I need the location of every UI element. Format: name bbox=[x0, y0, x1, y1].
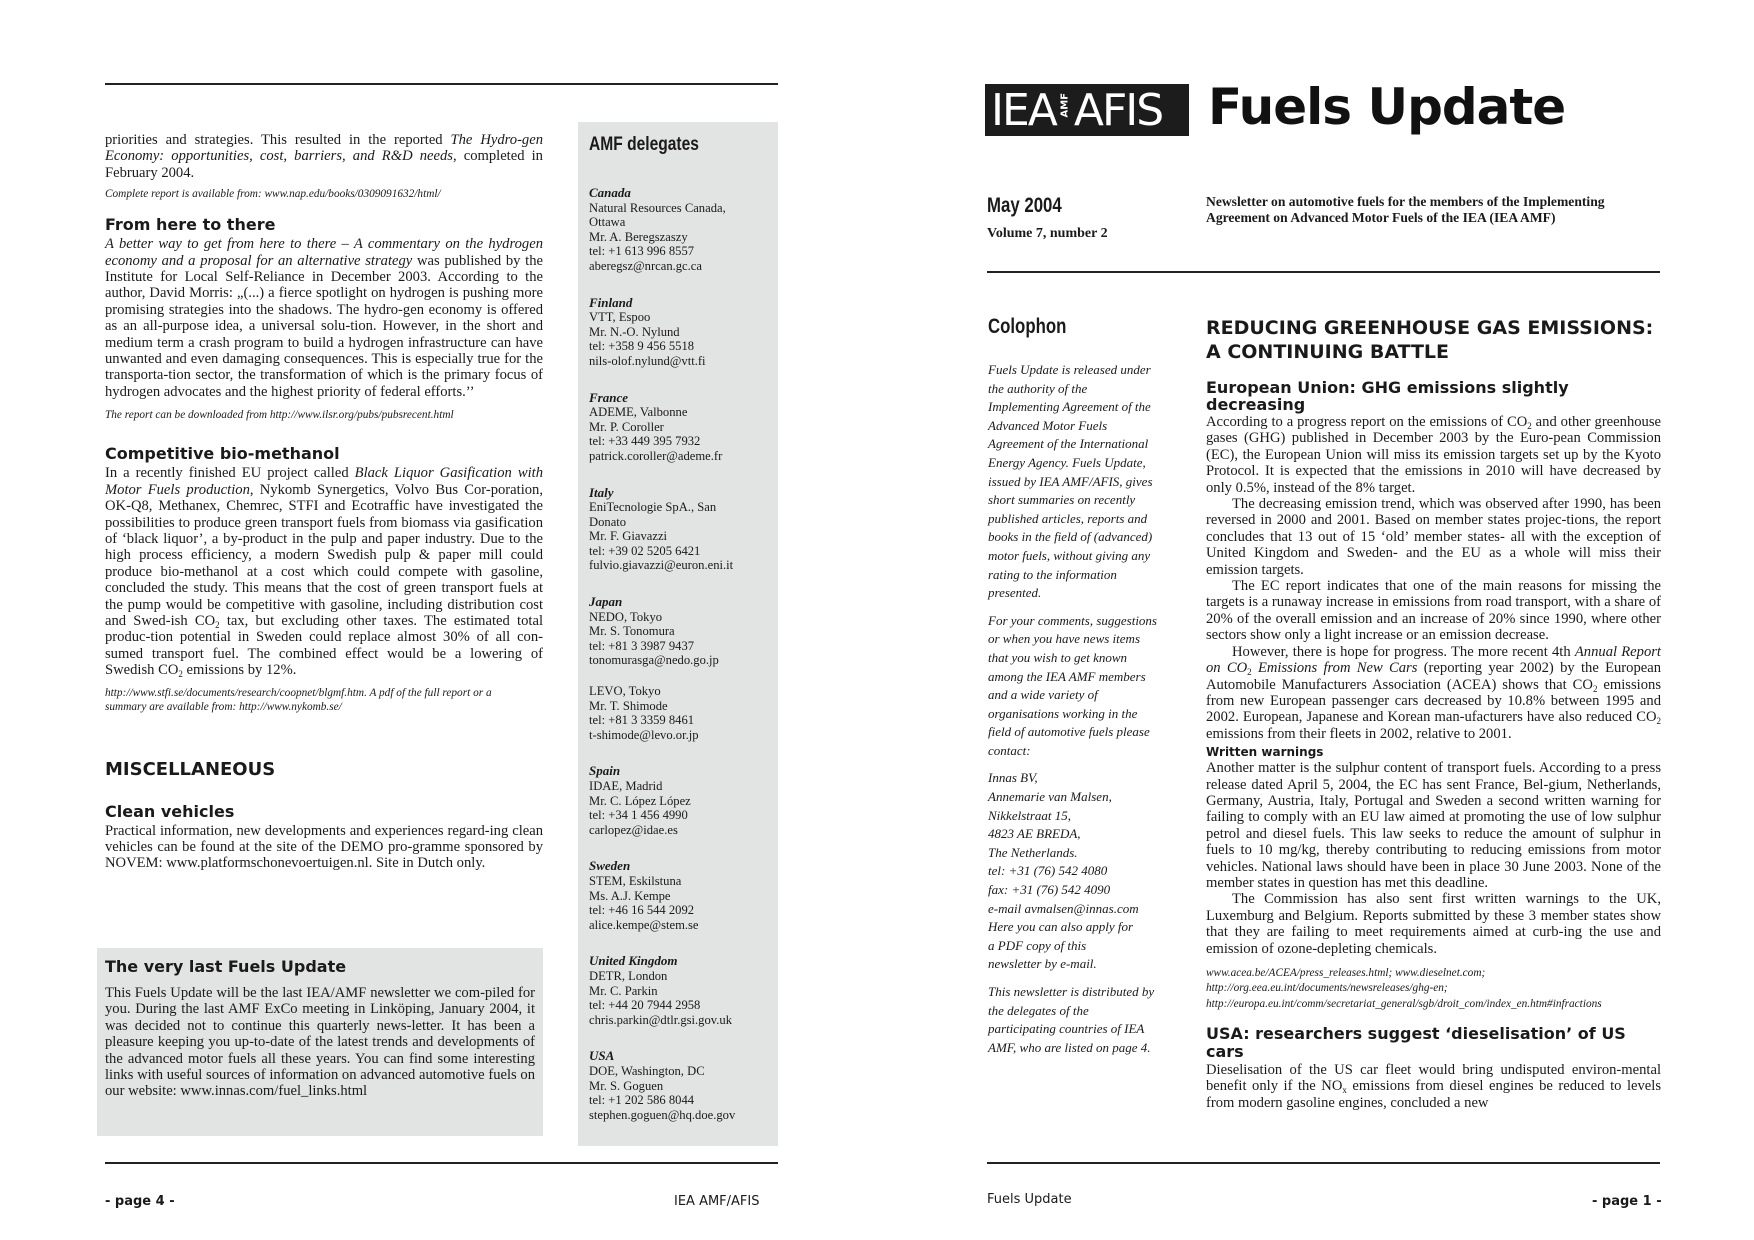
delegate-line: tel: +81 3 3359 8461 bbox=[589, 713, 695, 728]
contact-line: Innas BV, bbox=[988, 770, 1038, 786]
bio-text-3: tax, but excluding other taxes. The estimated total produc-tion potential in Sweden could replace almost 30% of all con-sumed transport fuel. The combined effect would be a lowering of Swedish CO bbox=[105, 612, 543, 679]
bottom-rule-left bbox=[105, 1162, 778, 1164]
eu-p4-italic: Annual Report on CO bbox=[1206, 643, 1661, 677]
delegate-line: Mr. N.-O. Nylund bbox=[589, 324, 680, 339]
delegate-email[interactable]: aberegsz@nrcan.gc.ca bbox=[589, 258, 702, 273]
delegate-entry bbox=[589, 595, 775, 668]
header-rule-right bbox=[987, 271, 1660, 273]
logo-amf-text: AMF bbox=[1059, 92, 1071, 117]
contact-email[interactable]: e-mail avmalsen@innas.com bbox=[988, 900, 1139, 916]
warnings-source: www.acea.be/ACEA/press_releases.html; www.dieselnet.com; http://org.eea.eu.int/documents/newsreleases/ghg-en; http://europa.eu.int/comm/secretariat_general/sgb/droit_com/index_en.htm#infractions bbox=[1206, 967, 1602, 1010]
eu-p1-text: According to a progress report on the emissions of CO bbox=[1206, 414, 1528, 430]
eu-p4-text: However, there is hope for progress. The more recent 4th bbox=[1232, 643, 1575, 660]
eu-paragraph-1 bbox=[1206, 414, 1661, 496]
delegate-line: tel: +46 16 544 2092 bbox=[589, 903, 695, 918]
bio-methanol-source: http://www.stfi.se/documents/research/coopnet/blgmf.htm. A pdf of the full report or a summary are available from: http://www.nykomb.se/ bbox=[105, 686, 492, 713]
intro-source: Complete report is available from: www.nap.edu/books/0309091632/html/ bbox=[105, 188, 441, 201]
delegate-line: LEVO, Tokyo bbox=[589, 684, 661, 699]
misc-heading: MISCELLANEOUS bbox=[105, 758, 276, 780]
usa-sub: x bbox=[1342, 1085, 1347, 1096]
delegate-country: Japan bbox=[589, 594, 623, 610]
contact-line: Nikkelstraat 15, bbox=[988, 807, 1072, 823]
usa-text-2: emissions from diesel engines be reduced to levels from modern gasoline engines, concluded a new bbox=[1206, 1078, 1661, 1111]
delegate-line: Mr. P. Coroller bbox=[589, 419, 664, 434]
footer-title: Fuels Update bbox=[987, 1192, 1072, 1207]
bio-text-4: emissions by 12%. bbox=[182, 662, 297, 679]
delegate-line: IDAE, Madrid bbox=[589, 779, 663, 793]
bottom-rule-right bbox=[987, 1162, 1660, 1164]
eu-p1-text-2: and other greenhouse gases (GHG) published in December 2003 by the Euro-pean Commission (EC), the European Union will miss its emission targets set up by the Kyoto Protocol. It is expected that the emissions in 2010 will have decreased by only 0.5%, instead of the 8% target. bbox=[1206, 414, 1661, 496]
delegate-country: Sweden bbox=[589, 858, 631, 874]
contact-line: Annemarie van Malsen, bbox=[988, 789, 1112, 805]
contact-line: newsletter by e-mail. bbox=[988, 956, 1097, 972]
from-here-body bbox=[105, 236, 543, 400]
clean-vehicles-body: Practical information, new developments and experiences regard-ing clean vehicles can be found at the site of the DEMO pro-gramme sponsored by NOVEM: www.platformschonevoertuigen.nl. Site in Dutch only. bbox=[105, 822, 543, 872]
contact-line: a PDF copy of this bbox=[988, 937, 1087, 953]
delegate-entry bbox=[589, 391, 775, 464]
bio-methanol-heading: Competitive bio-methanol bbox=[105, 444, 340, 464]
eu-p4-text-3: emissions from new European passenger cars decreased by 10.8% between 1995 and 2002. European, Japanese and Korean man-ufacturers have also reduced CO bbox=[1206, 676, 1661, 726]
delegate-line: tel: +1 613 996 8557 bbox=[589, 244, 695, 259]
warnings-paragraph-2: The Commission has also sent first written warnings to the UK, Luxemburg and Belgium. Reports submitted by these 3 member states show that they are failing to meet requirements aimed at curb-ing the use and emission of ozone-depleting chemicals. bbox=[1206, 891, 1661, 957]
delegate-country: Italy bbox=[589, 484, 614, 500]
eu-heading: European Union: GHG emissions slightly decreasing bbox=[1206, 378, 1569, 414]
delegate-entry bbox=[589, 859, 775, 932]
delegate-entry bbox=[589, 296, 775, 369]
delegate-line: tel: +1 202 586 8044 bbox=[589, 1093, 695, 1108]
delegate-entry bbox=[589, 1049, 775, 1122]
delegate-email[interactable]: t-shimode@levo.or.jp bbox=[589, 727, 699, 742]
eu-p4-sub: 2 bbox=[1247, 667, 1252, 678]
delegate-line: Mr. A. Beregszaszy bbox=[589, 229, 688, 244]
delegate-country: Finland bbox=[589, 294, 633, 310]
delegates-panel bbox=[578, 122, 778, 1146]
newsletter-description: Newsletter on automotive fuels for the members of the Implementing Agreement on Advanced Motor Fuels of the IEA (IEA AMF) bbox=[1206, 194, 1605, 226]
eu-p1-sub: 2 bbox=[1527, 421, 1532, 431]
main-article bbox=[1206, 316, 1661, 1111]
delegate-line: STEM, Eskilstuna bbox=[589, 873, 682, 888]
delegate-line: Mr. T. Shimode bbox=[589, 698, 668, 713]
delegate-line: tel: +39 02 5205 6421 bbox=[589, 543, 701, 558]
top-rule-left bbox=[105, 83, 778, 85]
contact-line: The Netherlands. bbox=[988, 844, 1078, 860]
eu-paragraph-3: The EC report indicates that one of the main reasons for missing the targets is a runaway increase in emissions from road transport, with a share of 20% of the overall emission and an increase of 20% since 1990, where other sectors show only a light increase or an emission decrease. bbox=[1206, 578, 1661, 644]
contact-line: 4823 AE BREDA, bbox=[988, 826, 1081, 842]
logo-afis-text: AFIS bbox=[1073, 84, 1163, 136]
colophon-contact bbox=[988, 769, 1158, 974]
from-here-source: The report can be downloaded from http://www.ilsr.org/pubs/pubsrecent.html bbox=[105, 409, 454, 422]
bio-sub-2: 2 bbox=[178, 669, 183, 680]
delegate-line: tel: +44 20 7944 2958 bbox=[589, 998, 701, 1013]
delegate-email[interactable]: fulvio.giavazzi@euron.eni.it bbox=[589, 558, 734, 573]
bio-sub-1: 2 bbox=[215, 619, 220, 630]
delegate-line: EniTecnologie SpA., San bbox=[589, 500, 717, 515]
delegate-line: tel: +358 9 456 5518 bbox=[589, 339, 695, 354]
colophon-column bbox=[988, 315, 1158, 1065]
usa-heading: USA: researchers suggest ‘dieselisation’ of US cars bbox=[1206, 1023, 1626, 1061]
clean-vehicles-heading: Clean vehicles bbox=[105, 801, 235, 821]
eu-p4-text-4: emissions from their fleets in 2002, relative to 2001. bbox=[1206, 725, 1512, 742]
bio-methanol-body bbox=[105, 465, 543, 678]
usa-paragraph bbox=[1206, 1062, 1661, 1111]
delegate-email[interactable]: alice.kempe@stem.se bbox=[589, 917, 699, 932]
last-update-box bbox=[97, 948, 543, 1136]
colophon-p3: This newsletter is distributed by the delegates of the participating countries of IEA AMF, who are listed on page 4. bbox=[988, 984, 1155, 1055]
delegate-line: tel: +81 3 3987 9437 bbox=[589, 638, 695, 653]
newsletter-title: Fuels Update bbox=[1208, 78, 1566, 136]
contact-line: tel: +31 (76) 542 4080 bbox=[988, 863, 1108, 879]
iea-amf-afis-logo bbox=[985, 84, 1189, 136]
bio-text-1: In a recently finished EU project called bbox=[105, 465, 355, 482]
delegate-line: NEDO, Tokyo bbox=[589, 609, 663, 624]
colophon-heading: Colophon bbox=[988, 315, 1067, 338]
issue-date: May 2004 bbox=[987, 194, 1062, 217]
delegate-line: DOE, Washington, DC bbox=[589, 1063, 705, 1078]
intro-text-end: , completed in February 2004. bbox=[105, 148, 543, 181]
from-here-text: was published by the Institute for Local Self-Reliance in December 2003. According to the author, David Morris: „(...) a fierce spotlight on hydrogen is pushing more promising strategies into the shadows. The hydro-gen economy is offered as an all-purpose idea, a universal solu-tion. However, in the short and medium term a crash program to build a hydrogen infrastructure can have unwanted and even damaging consequences. This is especially true for the transporta-tion sector, the transformation of which is the primary focus of hydrogen advocates and the highest priority of federal efforts.’’ bbox=[105, 252, 543, 400]
delegate-entry bbox=[589, 186, 775, 274]
delegate-email[interactable]: stephen.goguen@hq.doe.gov bbox=[589, 1107, 736, 1122]
eu-p4-sub-2: 2 bbox=[1592, 683, 1598, 694]
delegate-country: Spain bbox=[589, 763, 621, 779]
delegate-line: Natural Resources Canada, bbox=[589, 200, 726, 215]
eu-p4-sub-3: 2 bbox=[1656, 716, 1661, 727]
article-title-line1: REDUCING GREENHOUSE GAS EMISSIONS: bbox=[1206, 317, 1654, 339]
delegate-entry bbox=[589, 684, 775, 742]
intro-text: priorities and strategies. This resulted in the reported bbox=[105, 132, 451, 148]
delegate-country: France bbox=[589, 389, 628, 405]
article-title-line2: A CONTINUING BATTLE bbox=[1206, 341, 1450, 363]
footer-publisher: IEA AMF/AFIS bbox=[674, 1194, 760, 1209]
delegate-line: tel: +34 1 456 4990 bbox=[589, 808, 688, 823]
volume-number: Volume 7, number 2 bbox=[987, 226, 1108, 241]
delegate-line: DETR, London bbox=[589, 968, 668, 983]
delegate-line: Ottawa bbox=[589, 215, 626, 230]
delegate-email[interactable]: patrick.coroller@ademe.fr bbox=[589, 448, 723, 463]
delegate-line: ADEME, Valbonne bbox=[589, 405, 688, 420]
delegate-country: Canada bbox=[589, 185, 631, 200]
delegate-email[interactable]: nils-olof.nylund@vtt.fi bbox=[589, 353, 706, 368]
logo-iea-text: IEA bbox=[991, 84, 1056, 136]
delegate-entry bbox=[589, 764, 775, 837]
footer-page-number-right: - page 1 - bbox=[1592, 1194, 1662, 1209]
eu-paragraph-2: The decreasing emission trend, which was observed after 1990, has been reversed in 2000 and 2001. Based on member states projec-tions, the report concludes that 13 out of 15 ‘old’ member states- all with the exception of United Kingdom and Sweden- and the EU as a whole will miss their emission targets. bbox=[1206, 496, 1661, 578]
delegate-line: Ms. A.J. Kempe bbox=[589, 888, 671, 903]
bio-title: Black Liquor Gasification with Motor Fuels production bbox=[105, 465, 543, 498]
delegate-email[interactable]: chris.parkin@dtlr.gsi.gov.uk bbox=[589, 1012, 733, 1027]
delegate-line: Mr. S. Tonomura bbox=[589, 624, 675, 639]
delegate-line: Mr. C. Parkin bbox=[589, 983, 658, 998]
delegate-country: United Kingdom bbox=[589, 953, 678, 969]
from-here-heading: From here to there bbox=[105, 215, 276, 235]
delegate-line: Mr. S. Goguen bbox=[589, 1078, 664, 1093]
delegate-country: USA bbox=[589, 1048, 615, 1064]
eu-p4-italic-2: Emissions from New Cars bbox=[1251, 660, 1418, 677]
delegate-email[interactable]: tonomurasga@nedo.go.jp bbox=[589, 653, 719, 668]
bio-text-2: , Nykomb Synergetics, Volvo Bus Cor-poration, OK-Q8, Methanex, Chemrec, STFI and Ecotraffic have investigated the possibilities to produce green transport fuels from biomass via gasification of ‘black liquor’, a by-product in the pulp and paper industry. Due to the high process efficiency, a modern Swedish pulp & paper mill could produce bio-methanol at a cost which could compete with gasoline, concluded the study. This means that the cost of green transport fuels at the pump would be competitive with gasoline, including distribution cost and Swed-ish CO bbox=[105, 481, 543, 629]
contact-line: fax: +31 (76) 542 4090 bbox=[988, 882, 1111, 898]
delegate-line: tel: +33 449 395 7932 bbox=[589, 434, 701, 449]
eu-p4-text-2: (reporting year 2002) by the European Automobile Manufacturers Association (ACEA) shows that CO bbox=[1206, 660, 1662, 693]
left-main-column bbox=[105, 132, 543, 872]
delegates-heading: AMF delegates bbox=[589, 134, 699, 155]
colophon-p1: Fuels Update is released under the authority of the Implementing Agreement of the Advanced Motor Fuels Agreement of the International Energy Agency. Fuels Update, issued by IEA AMF/AFIS, gives short summaries on recently published articles, reports and books in the field of (advanced) motor fuels, without giving any rating to the information presented. bbox=[988, 362, 1153, 601]
contact-line: Here you can also apply for bbox=[988, 919, 1134, 935]
delegate-entry bbox=[589, 954, 775, 1027]
intro-title: The Hydro-gen Economy: opportunities, cost, barriers, and R&D needs bbox=[105, 132, 543, 165]
delegates-list bbox=[589, 186, 775, 1144]
colophon-p2: For your comments, suggestions or when you have news items that you wish to get known among the IEA AMF members and a wide variety of organisations working in the field of automotive fuels please contact: bbox=[988, 612, 1157, 758]
colophon-text bbox=[988, 361, 1158, 1057]
eu-paragraph-4 bbox=[1206, 644, 1661, 742]
footer-page-number-left: - page 4 - bbox=[105, 1194, 175, 1209]
usa-text: Dieselisation of the US car fleet would bring undisputed environ-mental benefit only if the NO bbox=[1206, 1061, 1661, 1095]
delegate-email[interactable]: carlopez@idae.es bbox=[589, 822, 678, 837]
last-update-body: This Fuels Update will be the last IEA/AMF newsletter we com-piled for you. During the last AMF ExCo meeting in Linköping, January 2004, it was decided not to continue this quarterly news-letter. It has been a pleasure keeping you up-to-date of the latest trends and developments of the advanced motor fuels all these years. You can find some interesting links with useful sources of information on advanced automotive fuels on our website: www.innas.com/fuel_links.html bbox=[105, 985, 535, 1100]
intro-paragraph bbox=[105, 132, 543, 181]
delegate-line: Donato bbox=[589, 514, 627, 529]
delegate-entry bbox=[589, 486, 775, 574]
warnings-paragraph-1: Another matter is the sulphur content of transport fuels. According to a press release dated April 5, 2004, the EC has sent France, Bel-gium, Netherlands, Germany, Austria, Italy, Portugal and Sweden a second written warning for failing to comply with an EU law aimed at promoting the use of low sulphur petrol and diesel fuels. This law seeks to reduce the amount of sulphur in fuels to 10 mg/kg, thereby contributing to reducing emissions from motor vehicles. National laws should have been in place 30 June 2003. None of the member states in question has met this deadline. bbox=[1206, 760, 1661, 891]
last-update-heading: The very last Fuels Update bbox=[105, 957, 347, 976]
delegate-line: VTT, Espoo bbox=[589, 310, 651, 325]
delegate-line: Mr. C. López López bbox=[589, 793, 691, 808]
delegate-line: Mr. F. Giavazzi bbox=[589, 529, 668, 544]
from-here-title: A better way to get from here to there – A commentary on the hydrogen economy and a proposal for an alternative strategy bbox=[105, 236, 543, 269]
warnings-heading: Written warnings bbox=[1206, 745, 1324, 760]
